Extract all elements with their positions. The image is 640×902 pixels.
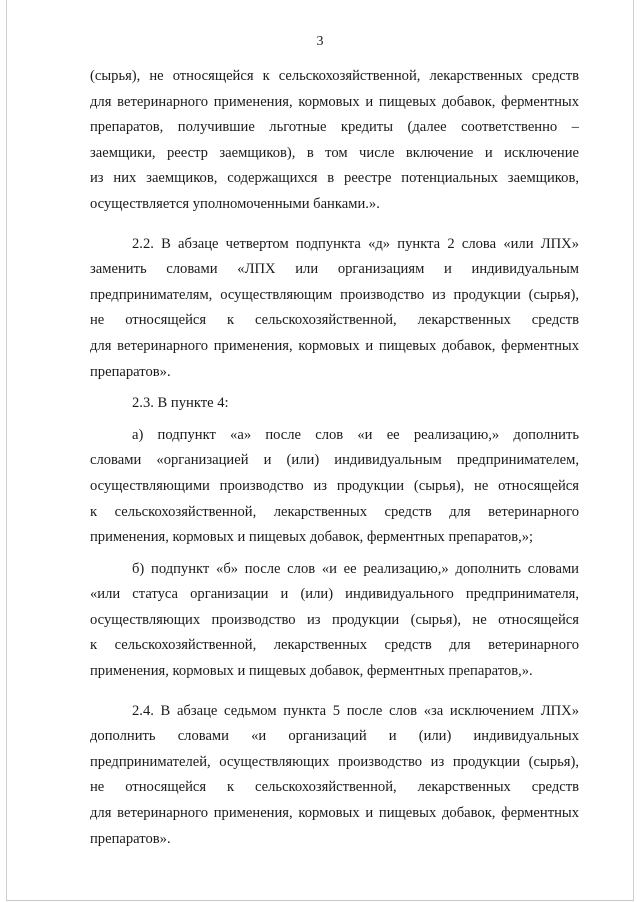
text-line: заемщики, реестр заемщиков), в том числе включение и исключение bbox=[90, 144, 579, 161]
text-line: препаратов, получившие льготные кредиты (далее соответственно – bbox=[90, 119, 579, 136]
paragraph-gap bbox=[90, 685, 579, 699]
text-line: препаратов». bbox=[90, 830, 171, 847]
text-line: осуществляется уполномоченными банками.». bbox=[90, 195, 380, 212]
paragraph-gap bbox=[90, 218, 579, 232]
text-line: 2.2. В абзаце четвертом подпункта «д» пункта 2 слова «или ЛПХ» bbox=[132, 235, 579, 252]
text-line: к сельскохозяйственной, лекарственных средств для ветеринарного bbox=[90, 637, 579, 654]
text-line: для ветеринарного применения, кормовых и пищевых добавок, ферментных bbox=[90, 337, 579, 354]
text-line: предпринимателей, осуществляющих производство из продукции (сырья), bbox=[90, 753, 579, 770]
text-line: «или статуса организации и (или) индивидуального предпринимателя, bbox=[90, 586, 579, 603]
text-line: не относящейся к сельскохозяйственной, лекарственных средств bbox=[90, 779, 579, 796]
document-body bbox=[90, 64, 579, 852]
text-line: из них заемщиков, содержащихся в реестре потенциальных заемщиков, bbox=[90, 170, 579, 187]
page-number: 3 bbox=[316, 34, 324, 49]
text-line: препаратов». bbox=[90, 363, 171, 380]
subparagraph-a bbox=[90, 423, 579, 551]
subparagraph-b bbox=[90, 557, 579, 685]
text-line: словами «организацией и (или) индивидуальным предпринимателем, bbox=[90, 452, 579, 469]
text-line: осуществляющими производство из продукции (сырья), не относящейся bbox=[90, 477, 579, 494]
text-line: дополнить словами «и организаций и (или) индивидуальных bbox=[90, 728, 579, 745]
text-line: не относящейся к сельскохозяйственной, лекарственных средств bbox=[90, 312, 579, 329]
text-line: для ветеринарного применения, кормовых и пищевых добавок, ферментных bbox=[90, 805, 579, 822]
paragraph-continuation bbox=[90, 64, 579, 218]
text-line: 2.3. В пункте 4: bbox=[132, 395, 229, 412]
text-line: б) подпункт «б» после слов «и ее реализацию,» дополнить словами bbox=[132, 560, 579, 577]
paragraph-2-3 bbox=[90, 391, 579, 417]
text-line: для ветеринарного применения, кормовых и пищевых добавок, ферментных bbox=[90, 93, 579, 110]
text-line: заменить словами «ЛПХ или организациям и индивидуальным bbox=[90, 261, 579, 278]
paragraph-2-4 bbox=[90, 699, 579, 853]
text-line: осуществляющих производство из продукции (сырья), не относящейся bbox=[90, 611, 579, 628]
text-line: применения, кормовых и пищевых добавок, ферментных препаратов,»; bbox=[90, 529, 534, 546]
text-line: (сырья), не относящейся к сельскохозяйственной, лекарственных средств bbox=[90, 68, 579, 84]
text-line: применения, кормовых и пищевых добавок, ферментных препаратов,». bbox=[90, 663, 533, 680]
text-line: 2.4. В абзаце седьмом пункта 5 после слов «за исключением ЛПХ» bbox=[132, 702, 579, 719]
paragraph-2-2 bbox=[90, 232, 579, 386]
text-line: к сельскохозяйственной, лекарственных средств для ветеринарного bbox=[90, 503, 579, 520]
text-line: а) подпункт «а» после слов «и ее реализацию,» дополнить bbox=[132, 426, 579, 443]
text-line: предпринимателям, осуществляющим производство из продукции (сырья), bbox=[90, 286, 579, 303]
